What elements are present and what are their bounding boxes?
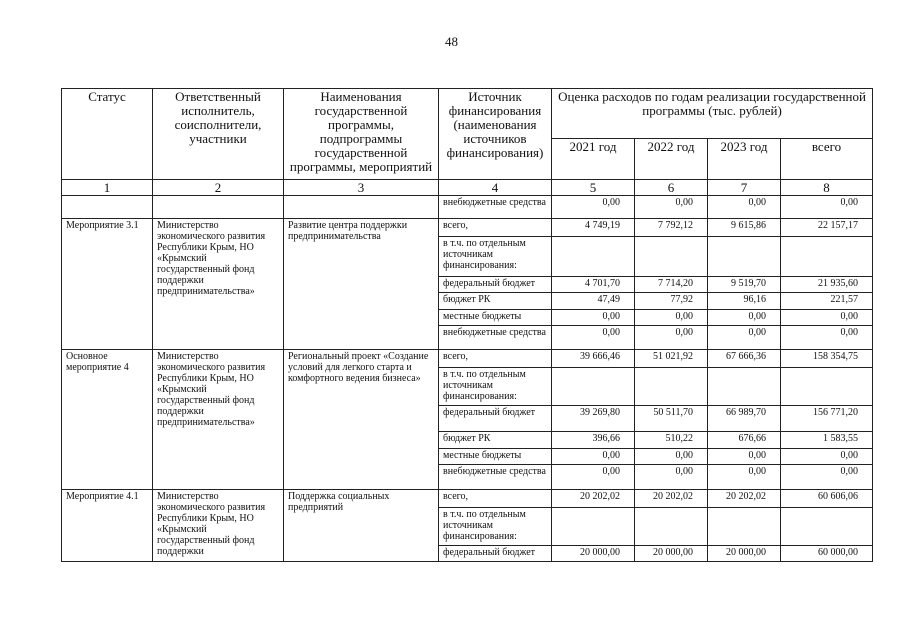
value-cell: 158 354,75 xyxy=(781,350,873,368)
source-label: местные бюджеты xyxy=(439,449,552,465)
source-label: всего, xyxy=(439,219,552,237)
value-cell: 20 202,02 xyxy=(708,490,781,508)
value-cell: 0,00 xyxy=(708,196,781,219)
row-responsible: Министерство экономического развития Республики Крым, НО «Крымский государственный фонд поддержки предпринимательства» xyxy=(153,219,284,350)
value-cell: 0,00 xyxy=(635,310,708,326)
value-cell: 50 511,70 xyxy=(635,406,708,432)
value-cell: 0,00 xyxy=(708,326,781,350)
column-number: 7 xyxy=(708,180,781,196)
value-cell: 60 000,00 xyxy=(781,546,873,562)
value-cell: 51 021,92 xyxy=(635,350,708,368)
value-cell: 47,49 xyxy=(552,293,635,310)
source-label: федеральный бюджет xyxy=(439,406,552,432)
source-label: в т.ч. по отдельным источникам финансирования: xyxy=(439,368,552,406)
financing-table xyxy=(61,88,873,562)
value-cell: 7 792,12 xyxy=(635,219,708,237)
source-label: внебюджетные средства xyxy=(439,196,552,219)
source-label: местные бюджеты xyxy=(439,310,552,326)
value-cell: 0,00 xyxy=(552,196,635,219)
column-number: 8 xyxy=(781,180,873,196)
value-cell: 0,00 xyxy=(781,196,873,219)
value-cell: 39 666,46 xyxy=(552,350,635,368)
value-cell: 396,66 xyxy=(552,432,635,449)
column-number: 4 xyxy=(439,180,552,196)
header-source: Источник финансирования (наименования источников финансирования) xyxy=(439,89,552,180)
source-label: в т.ч. по отдельным источникам финансирования: xyxy=(439,237,552,277)
row-name: Региональный проект «Создание условий для легкого старта и комфортного ведения бизнеса» xyxy=(284,350,439,490)
table-row xyxy=(62,196,873,219)
value-cell: 0,00 xyxy=(781,310,873,326)
column-numbers-row xyxy=(62,180,873,196)
value-cell: 77,92 xyxy=(635,293,708,310)
header-2023: 2023 год xyxy=(708,139,781,180)
value-cell: 4 749,19 xyxy=(552,219,635,237)
table-row xyxy=(62,219,873,237)
header-responsible: Ответственный исполнитель, соисполнители, участники xyxy=(153,89,284,180)
row-status: Мероприятие 4.1 xyxy=(62,490,153,562)
header-2022: 2022 год xyxy=(635,139,708,180)
table-row xyxy=(62,490,873,508)
value-cell: 96,16 xyxy=(708,293,781,310)
source-label: внебюджетные средства xyxy=(439,465,552,490)
value-cell: 0,00 xyxy=(635,196,708,219)
value-cell: 21 935,60 xyxy=(781,277,873,293)
value-cell: 20 202,02 xyxy=(552,490,635,508)
column-number: 2 xyxy=(153,180,284,196)
value-cell: 60 606,06 xyxy=(781,490,873,508)
column-number: 1 xyxy=(62,180,153,196)
source-label: бюджет РК xyxy=(439,293,552,310)
value-cell: 0,00 xyxy=(635,326,708,350)
value-cell: 1 583,55 xyxy=(781,432,873,449)
header-2021: 2021 год xyxy=(552,139,635,180)
column-number: 5 xyxy=(552,180,635,196)
row-responsible: Министерство экономического развития Республики Крым, НО «Крымский государственный фонд поддержки предпринимательства» xyxy=(153,350,284,490)
value-cell: 0,00 xyxy=(781,465,873,490)
value-cell: 9 519,70 xyxy=(708,277,781,293)
row-name: Поддержка социальных предприятий xyxy=(284,490,439,562)
value-cell: 0,00 xyxy=(781,326,873,350)
header-estimate: Оценка расходов по годам реализации государственной программы (тыс. рублей) xyxy=(552,89,873,139)
value-cell: 39 269,80 xyxy=(552,406,635,432)
value-cell: 20 202,02 xyxy=(635,490,708,508)
row-status: Мероприятие 3.1 xyxy=(62,219,153,350)
value-cell: 22 157,17 xyxy=(781,219,873,237)
source-label: федеральный бюджет xyxy=(439,546,552,562)
header-status: Статус xyxy=(62,89,153,180)
value-cell: 20 000,00 xyxy=(635,546,708,562)
value-cell: 4 701,70 xyxy=(552,277,635,293)
source-label: в т.ч. по отдельным источникам финансирования: xyxy=(439,508,552,546)
value-cell: 221,57 xyxy=(781,293,873,310)
value-cell: 0,00 xyxy=(552,449,635,465)
header-names: Наименования государственной программы, подпрограммы государственной программы, мероприятий xyxy=(284,89,439,180)
value-cell: 0,00 xyxy=(552,465,635,490)
page-number: 48 xyxy=(445,34,458,49)
value-cell: 67 666,36 xyxy=(708,350,781,368)
table-row xyxy=(62,350,873,368)
value-cell: 0,00 xyxy=(635,449,708,465)
value-cell: 20 000,00 xyxy=(552,546,635,562)
header-total: всего xyxy=(781,139,873,180)
column-number: 6 xyxy=(635,180,708,196)
value-cell: 0,00 xyxy=(708,465,781,490)
value-cell: 156 771,20 xyxy=(781,406,873,432)
value-cell: 0,00 xyxy=(635,465,708,490)
source-label: всего, xyxy=(439,490,552,508)
value-cell: 0,00 xyxy=(552,310,635,326)
source-label: внебюджетные средства xyxy=(439,326,552,350)
value-cell: 9 615,86 xyxy=(708,219,781,237)
source-label: федеральный бюджет xyxy=(439,277,552,293)
row-status: Основное мероприятие 4 xyxy=(62,350,153,490)
row-name: Развитие центра поддержки предпринимательства xyxy=(284,219,439,350)
column-number: 3 xyxy=(284,180,439,196)
value-cell: 510,22 xyxy=(635,432,708,449)
value-cell: 0,00 xyxy=(781,449,873,465)
value-cell: 0,00 xyxy=(708,310,781,326)
value-cell: 676,66 xyxy=(708,432,781,449)
row-responsible: Министерство экономического развития Республики Крым, НО «Крымский государственный фонд поддержки xyxy=(153,490,284,562)
source-label: бюджет РК xyxy=(439,432,552,449)
value-cell: 66 989,70 xyxy=(708,406,781,432)
value-cell: 0,00 xyxy=(708,449,781,465)
source-label: всего, xyxy=(439,350,552,368)
value-cell: 20 000,00 xyxy=(708,546,781,562)
value-cell: 7 714,20 xyxy=(635,277,708,293)
value-cell: 0,00 xyxy=(552,326,635,350)
